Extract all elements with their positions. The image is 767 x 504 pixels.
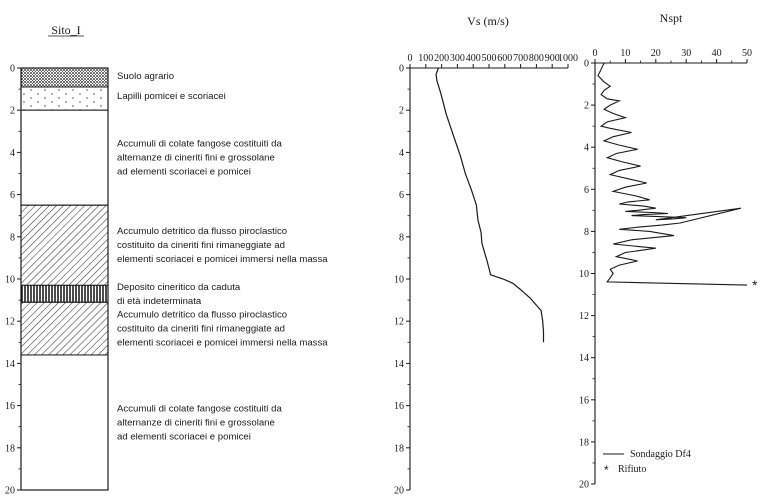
strat-layer-5-desc-line-2: di età indeterminata — [117, 295, 202, 307]
stratigraphic-column-panel — [5, 23, 328, 497]
nspt-x-tick-label-0: 0 — [592, 48, 598, 59]
strat-tick-label-8: 8 — [10, 232, 15, 244]
vs-x-tick-label-100: 100 — [418, 53, 434, 64]
strat-layer-7-desc-line-1: Accumuli di colate fangose costituiti da — [117, 403, 282, 415]
strat-layer-3 — [21, 110, 108, 205]
nspt-x-tick-label-40: 40 — [711, 48, 722, 59]
legend-rifiuto-label: Rifiuto — [618, 464, 647, 475]
vs-x-tick-label-400: 400 — [465, 53, 481, 64]
nspt-y-tick-label-10: 10 — [579, 269, 589, 280]
nspt-y-tick-label-16: 16 — [579, 395, 589, 407]
strat-tick-label-6: 6 — [10, 190, 15, 202]
strat-column-title: Sito_I — [51, 23, 81, 37]
strat-depth-axis — [5, 64, 21, 497]
strat-layer-5 — [21, 285, 108, 302]
vs-x-tick-label-500: 500 — [481, 53, 497, 64]
legend-star-symbol: * — [604, 463, 609, 477]
nspt-legend — [603, 449, 691, 477]
nspt-y-tick-label-12: 12 — [579, 311, 589, 323]
strat-layer-6 — [21, 302, 108, 355]
vs-series-line — [436, 68, 543, 342]
strat-layer-4-desc-line-2: costituito da cineriti fini rimaneggiate ad — [117, 240, 285, 252]
vs-y-tick-label-12: 12 — [394, 316, 404, 328]
strat-tick-label-10: 10 — [5, 274, 15, 286]
strat-tick-label-0: 0 — [10, 63, 15, 75]
vs-y-tick-label-16: 16 — [394, 401, 404, 413]
vs-profile-panel — [394, 14, 578, 497]
refusal-star-marker: * — [752, 277, 758, 293]
strat-tick-label-18: 18 — [5, 443, 15, 455]
nspt-x-tick-label-20: 20 — [650, 48, 661, 59]
strat-tick-label-16: 16 — [5, 401, 15, 413]
strat-tick-label-14: 14 — [5, 358, 15, 370]
vs-y-tick-label-14: 14 — [394, 358, 404, 370]
vs-x-tick-label-600: 600 — [497, 53, 513, 64]
nspt-x-tick-label-30: 30 — [681, 48, 692, 59]
nspt-y-tick-label-8: 8 — [584, 226, 589, 238]
nspt-profile-panel — [579, 11, 758, 491]
strat-layers — [21, 68, 108, 490]
vs-x-tick-label-1000: 1000 — [558, 53, 578, 64]
nspt-y-tick-label-4: 4 — [584, 142, 589, 154]
strat-layer-4-desc-line-3: elementi scoriacei e pomicei immersi nella massa — [117, 254, 328, 266]
strat-tick-label-20: 20 — [5, 485, 15, 497]
nspt-y-tick-label-18: 18 — [579, 437, 589, 449]
strat-tick-label-12: 12 — [5, 316, 15, 328]
strat-layer-3-desc-line-2: alternanze di cineriti fini e grossolane — [117, 152, 275, 164]
vs-y-tick-label-8: 8 — [399, 232, 404, 244]
strat-layer-6-desc-line-3: elementi scoriacei e pomicei immersi nella massa — [117, 337, 328, 349]
strat-layer-1 — [21, 68, 108, 87]
strat-layer-6-desc-line-1: Accumulo detritico da flusso piroclastico — [117, 309, 288, 321]
legend-sondaggio-label: Sondaggio Df4 — [630, 449, 691, 460]
strat-layer-7 — [21, 355, 108, 490]
nspt-axes — [579, 48, 752, 491]
vs-y-tick-label-0: 0 — [399, 63, 404, 75]
strat-layer-6-desc-line-2: costituito da cineriti fini rimaneggiate ad — [117, 323, 285, 335]
vs-y-tick-label-6: 6 — [399, 190, 404, 202]
strat-layer-1-desc-line-1: Suolo agrario — [117, 71, 175, 82]
strat-layer-2 — [21, 87, 108, 110]
vs-axes — [394, 53, 578, 497]
strat-tick-label-4: 4 — [10, 147, 15, 159]
strat-layer-5-desc-line-1: Deposito cineritico da caduta — [117, 281, 241, 293]
strat-layer-7-desc-line-2: alternanze di cineriti fini e grossolane — [117, 417, 275, 429]
nspt-x-tick-label-50: 50 — [742, 48, 752, 59]
vs-x-tick-label-700: 700 — [513, 53, 529, 64]
strat-layer-4-desc-line-1: Accumulo detritico da flusso piroclastico — [117, 226, 288, 238]
nspt-y-tick-label-0: 0 — [584, 58, 589, 70]
vs-x-tick-label-900: 900 — [544, 53, 560, 64]
strat-layer-7-desc-line-3: ad elementi scoriacei e pomicei — [117, 431, 251, 443]
strat-layer-2-desc-line-1: Lapilli pomicei e scoriacei — [117, 91, 226, 102]
nspt-y-tick-label-20: 20 — [579, 479, 589, 491]
nspt-y-tick-label-14: 14 — [579, 353, 589, 365]
vs-y-tick-label-4: 4 — [399, 147, 404, 159]
vs-y-tick-label-20: 20 — [394, 485, 404, 497]
vs-x-tick-label-300: 300 — [449, 53, 465, 64]
strat-layer-3-desc-line-1: Accumuli di colate fangose costituiti da — [117, 138, 282, 150]
strat-tick-label-2: 2 — [10, 105, 15, 117]
nspt-y-tick-label-2: 2 — [584, 100, 589, 112]
strat-layer-descriptions — [117, 71, 328, 442]
nspt-x-tick-label-10: 10 — [620, 48, 631, 59]
strat-layer-3-desc-line-3: ad elementi scoriacei e pomicei — [117, 166, 251, 178]
vs-chart-title: Vs (m/s) — [467, 14, 509, 28]
vs-y-tick-label-2: 2 — [399, 105, 404, 117]
nspt-y-tick-label-6: 6 — [584, 184, 589, 196]
vs-y-tick-label-18: 18 — [394, 443, 404, 455]
vs-x-tick-label-800: 800 — [528, 53, 544, 64]
strat-layer-4 — [21, 205, 108, 285]
vs-x-tick-label-0: 0 — [407, 53, 413, 64]
nspt-chart-title: Nspt — [659, 11, 683, 25]
vs-x-tick-label-200: 200 — [434, 53, 450, 64]
vs-y-tick-label-10: 10 — [394, 274, 404, 286]
nspt-series-line — [598, 63, 747, 285]
